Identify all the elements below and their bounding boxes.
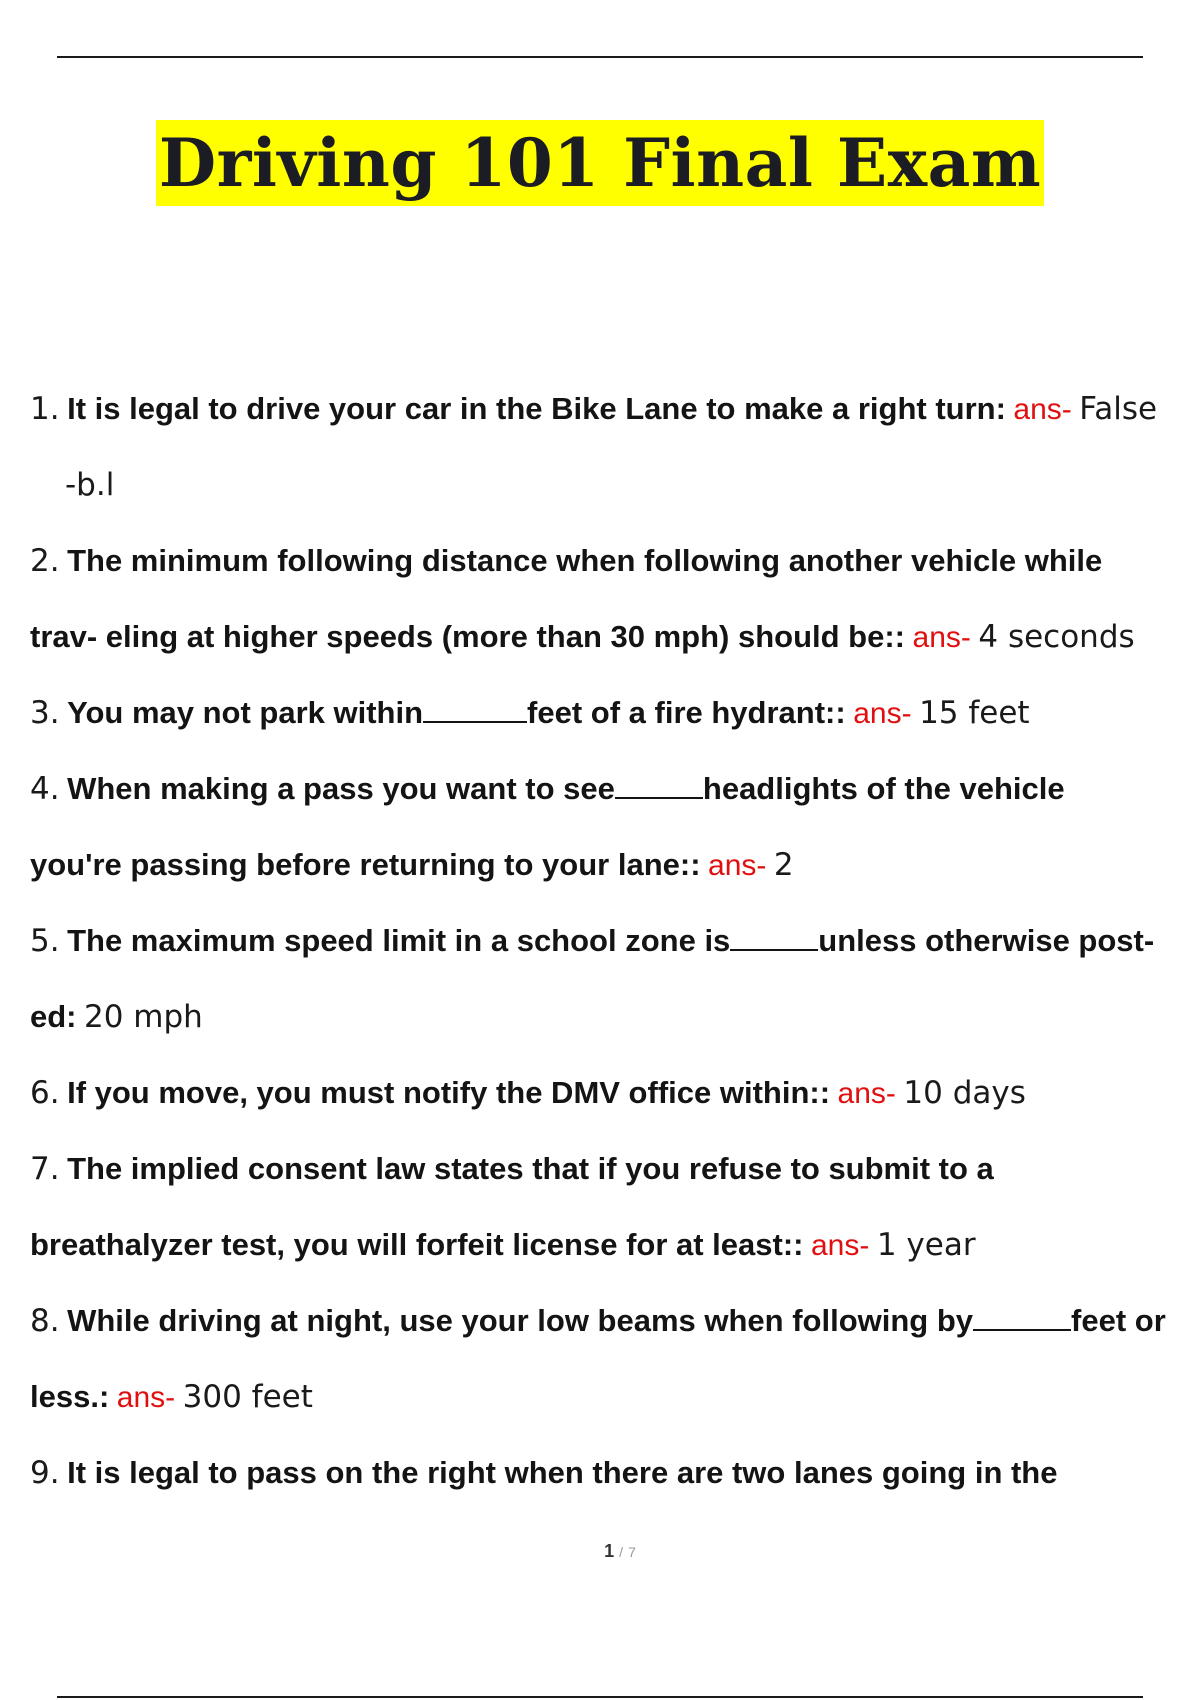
question-line bbox=[30, 903, 1200, 979]
top-rule bbox=[57, 56, 1143, 58]
question-line bbox=[30, 523, 1200, 599]
question-number: 1. bbox=[30, 391, 60, 427]
answer-text: 4 seconds bbox=[978, 619, 1135, 655]
answer-label: ans- bbox=[912, 621, 971, 654]
question-text: feet of a fire hydrant:: bbox=[527, 695, 846, 730]
page-separator: / bbox=[619, 1544, 624, 1560]
question-line bbox=[30, 675, 1200, 751]
answer-label: ans- bbox=[1013, 393, 1072, 426]
fill-in-blank bbox=[730, 921, 818, 951]
question-list bbox=[30, 371, 1200, 1511]
bottom-rule bbox=[57, 1696, 1143, 1698]
question-line bbox=[30, 751, 1200, 827]
question-text: feet or bbox=[1071, 1303, 1166, 1338]
question-number: 7. bbox=[30, 1151, 60, 1187]
question-text: less.: bbox=[30, 1379, 110, 1414]
question-number: 4. bbox=[30, 771, 60, 807]
question-text: If you move, you must notify the DMV office within:: bbox=[67, 1075, 831, 1110]
question-text: unless otherwise post- bbox=[818, 923, 1155, 958]
answer-text: 300 feet bbox=[182, 1379, 313, 1415]
question-number: 3. bbox=[30, 695, 60, 731]
page-title: Driving 101 Final Exam bbox=[156, 120, 1044, 206]
question-text: you're passing before returning to your lane:: bbox=[30, 847, 701, 882]
question-item-7 bbox=[30, 1131, 1200, 1283]
question-line-2 bbox=[30, 827, 1200, 903]
page-current: 1 bbox=[604, 1541, 615, 1561]
fill-in-blank bbox=[615, 769, 703, 799]
page-total: 7 bbox=[628, 1544, 636, 1560]
question-text: It is legal to drive your car in the Bike Lane to make a right turn: bbox=[67, 391, 1006, 426]
question-item-1 bbox=[30, 371, 1200, 523]
question-number: 9. bbox=[30, 1455, 60, 1491]
question-continuation bbox=[30, 447, 1200, 523]
question-item-8 bbox=[30, 1283, 1200, 1435]
question-text: breathalyzer test, you will forfeit license for at least:: bbox=[30, 1227, 804, 1262]
page-indicator bbox=[0, 1541, 1200, 1562]
answer-label: ans- bbox=[837, 1077, 896, 1110]
question-number: 2. bbox=[30, 543, 60, 579]
question-line-2 bbox=[30, 979, 1200, 1055]
question-line-2 bbox=[30, 1207, 1200, 1283]
answer-text: False bbox=[1079, 391, 1158, 427]
question-line-2 bbox=[30, 599, 1200, 675]
question-line bbox=[30, 1435, 1200, 1511]
question-text: You may not park within bbox=[67, 695, 424, 730]
question-line bbox=[30, 371, 1200, 447]
question-text: While driving at night, use your low beams when following by bbox=[67, 1303, 974, 1338]
question-line bbox=[30, 1283, 1200, 1359]
question-number: 8. bbox=[30, 1303, 60, 1339]
question-number: 6. bbox=[30, 1075, 60, 1111]
question-item-9 bbox=[30, 1435, 1200, 1511]
answer-text: 2 bbox=[773, 847, 794, 883]
question-item-6 bbox=[30, 1055, 1200, 1131]
question-text: The maximum speed limit in a school zone is bbox=[67, 923, 731, 958]
answer-text: 20 mph bbox=[84, 999, 203, 1035]
question-item-5 bbox=[30, 903, 1200, 1055]
question-line bbox=[30, 1131, 1200, 1207]
title-container bbox=[0, 120, 1200, 206]
question-text: It is legal to pass on the right when there are two lanes going in the bbox=[67, 1455, 1058, 1490]
question-number: 5. bbox=[30, 923, 60, 959]
answer-text: 15 feet bbox=[919, 695, 1030, 731]
question-line bbox=[30, 1055, 1200, 1131]
answer-label: ans- bbox=[708, 849, 767, 882]
question-text: ed: bbox=[30, 999, 77, 1034]
answer-label: ans- bbox=[853, 697, 912, 730]
question-text: trav- eling at higher speeds (more than 30 mph) should be:: bbox=[30, 619, 906, 654]
question-item-2 bbox=[30, 523, 1200, 675]
question-text: The implied consent law states that if you refuse to submit to a bbox=[67, 1151, 994, 1186]
question-text: When making a pass you want to see bbox=[67, 771, 615, 806]
fill-in-blank bbox=[423, 693, 527, 723]
continuation-text: -b.l bbox=[65, 467, 115, 503]
question-text: headlights of the vehicle bbox=[702, 771, 1065, 806]
answer-label: ans- bbox=[811, 1229, 870, 1262]
question-text: The minimum following distance when following another vehicle while bbox=[67, 543, 1103, 578]
question-item-3 bbox=[30, 675, 1200, 751]
question-line-2 bbox=[30, 1359, 1200, 1435]
answer-text: 1 year bbox=[876, 1227, 976, 1263]
answer-label: ans- bbox=[116, 1381, 176, 1414]
fill-in-blank bbox=[973, 1301, 1071, 1331]
question-item-4 bbox=[30, 751, 1200, 903]
answer-text: 10 days bbox=[903, 1075, 1026, 1111]
